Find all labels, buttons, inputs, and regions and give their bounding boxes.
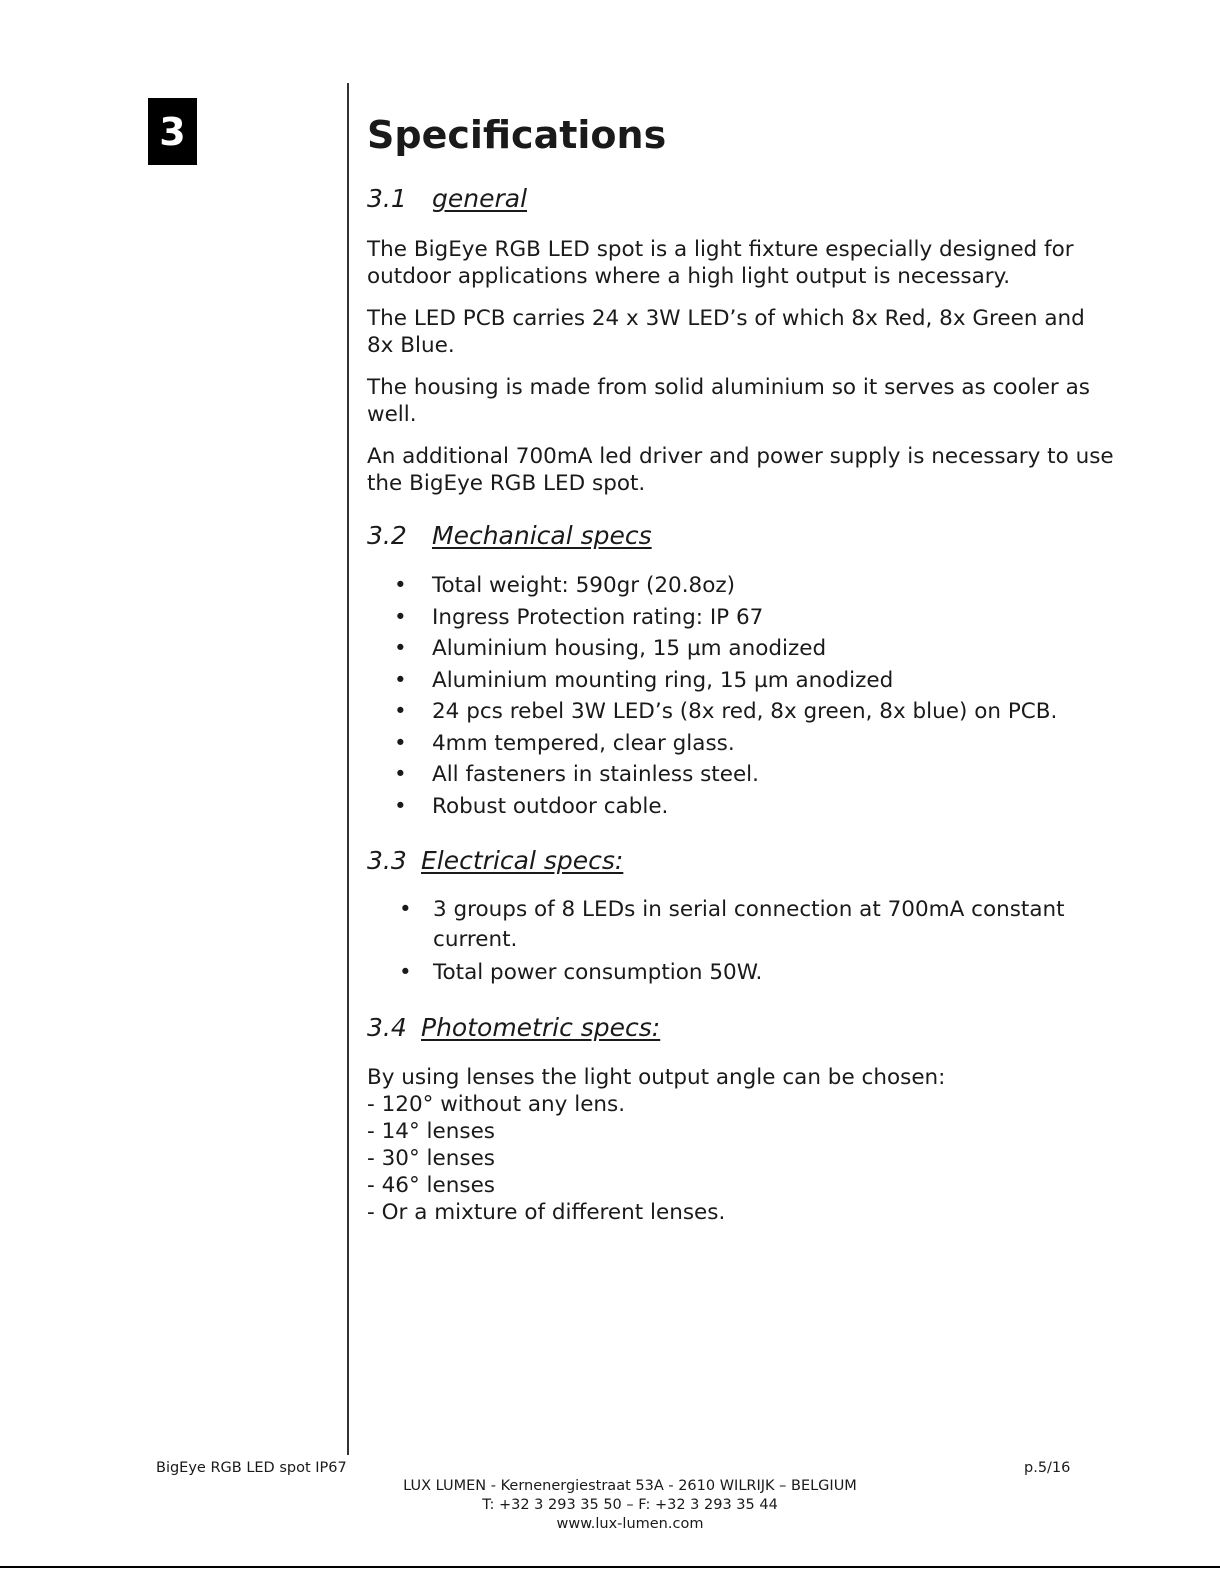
section-number: 3.3 xyxy=(367,846,407,875)
section-heading-photometric xyxy=(367,1011,1117,1045)
footer-company-info xyxy=(330,1477,930,1534)
section-title: Electrical specs: xyxy=(421,846,624,875)
photometric-text xyxy=(367,1064,1117,1226)
footer-address: LUX LUMEN - Kernenergiestraat 53A - 2610 WILRIJK – BELGIUM xyxy=(403,1478,857,1494)
list-item xyxy=(367,728,1117,760)
text-line: By using lenses the light output angle can be chosen: xyxy=(367,1064,946,1090)
paragraph: The LED PCB carries 24 x 3W LED’s of which 8x Red, 8x Green and 8x Blue. xyxy=(367,306,1085,358)
list-item xyxy=(367,791,1117,823)
electrical-specs-list xyxy=(367,895,1117,989)
page-title: Specifications xyxy=(367,113,667,157)
bullet-icon: • xyxy=(394,636,407,661)
bullet-icon: • xyxy=(399,960,412,985)
main-content xyxy=(367,110,1117,1226)
bullet-icon: • xyxy=(394,730,407,756)
bottom-rule xyxy=(0,1566,1220,1568)
bullet-icon: • xyxy=(399,897,412,922)
list-item xyxy=(367,633,1117,665)
chapter-number: 3 xyxy=(159,109,186,154)
bullet-icon: • xyxy=(394,793,407,819)
section-title: general xyxy=(432,184,528,213)
section-heading-electrical xyxy=(367,844,1117,878)
section-number: 3.4 xyxy=(367,1012,407,1042)
paragraph: The BigEye RGB LED spot is a light fixture especially designed for outdoor applications where a high light output is necessary. xyxy=(367,237,1074,289)
list-item-text: 3 groups of 8 LEDs in serial connection at 700mA constant current. xyxy=(433,897,1065,952)
list-item xyxy=(367,759,1117,791)
list-item xyxy=(367,665,1117,697)
section-heading-mechanical xyxy=(367,519,1117,553)
footer-phone: T: +32 3 293 35 50 – F: +32 3 293 35 44 xyxy=(482,1497,778,1513)
list-item xyxy=(367,895,1117,955)
section-number: 3.1 xyxy=(367,184,407,213)
list-item-text: Robust outdoor cable. xyxy=(432,793,669,819)
list-item-text: Total weight: 590gr (20.8oz) xyxy=(432,573,736,598)
paragraph: An additional 700mA led driver and power supply is necessary to use the BigEye RGB LED spot. xyxy=(367,444,1114,496)
text-line: - Or a mixture of different lenses. xyxy=(367,1199,726,1225)
section-title: Mechanical specs xyxy=(432,521,652,550)
bullet-icon: • xyxy=(394,573,407,598)
list-item-text: Ingress Protection rating: IP 67 xyxy=(432,604,764,630)
text-line: - 30° lenses xyxy=(367,1145,495,1171)
bullet-icon: • xyxy=(394,667,407,693)
list-item xyxy=(367,696,1117,728)
footer-page-number: p.5/16 xyxy=(1024,1460,1071,1476)
list-item-text: 24 pcs rebel 3W LED’s (8x red, 8x green, 8x blue) on PCB. xyxy=(432,699,1058,724)
footer-product-name: BigEye RGB LED spot IP67 xyxy=(156,1460,347,1476)
bullet-icon: • xyxy=(394,604,407,630)
paragraph: The housing is made from solid aluminium so it serves as cooler as well. xyxy=(367,375,1090,427)
bullet-icon: • xyxy=(394,699,407,724)
list-item-text: Aluminium mounting ring, 15 µm anodized xyxy=(432,667,894,693)
footer-website: www.lux-lumen.com xyxy=(556,1516,704,1532)
list-item-text: 4mm tempered, clear glass. xyxy=(432,730,735,756)
list-item xyxy=(367,957,1117,989)
list-item-text: Total power consumption 50W. xyxy=(433,960,763,985)
text-line: - 14° lenses xyxy=(367,1118,495,1144)
chapter-number-badge xyxy=(148,98,197,165)
text-line: - 120° without any lens. xyxy=(367,1091,626,1117)
list-item xyxy=(367,602,1117,634)
section-number: 3.2 xyxy=(367,521,407,550)
text-line: - 46° lenses xyxy=(367,1172,495,1198)
list-item xyxy=(367,570,1117,602)
section-heading-general xyxy=(367,182,1117,216)
list-item-text: Aluminium housing, 15 µm anodized xyxy=(432,636,827,661)
mechanical-specs-list xyxy=(367,570,1117,822)
margin-divider xyxy=(347,83,349,1455)
list-item-text: All fasteners in stainless steel. xyxy=(432,762,759,787)
bullet-icon: • xyxy=(394,762,407,787)
section-title: Photometric specs: xyxy=(421,1012,661,1042)
